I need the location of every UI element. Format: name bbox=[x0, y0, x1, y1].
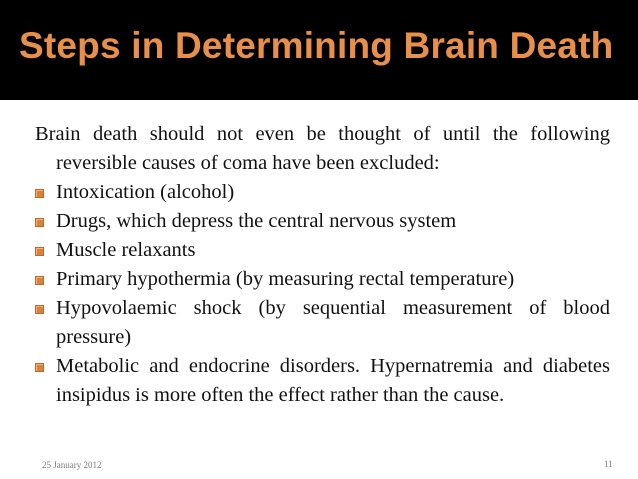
square-bullet-icon bbox=[35, 218, 44, 227]
intro-paragraph: Brain death should not even be thought of until the following reversible causes of coma have been excluded: bbox=[35, 123, 610, 174]
list-item bbox=[35, 178, 610, 207]
list-item bbox=[35, 352, 610, 410]
slide-title: Steps in Determining Brain Death bbox=[19, 25, 614, 66]
list-item bbox=[35, 207, 610, 236]
bullet-text: Drugs, which depress the central nervous system bbox=[56, 210, 457, 232]
list-item bbox=[35, 236, 610, 265]
list-item bbox=[35, 294, 610, 352]
bullet-text: Metabolic and endocrine disorders. Hypernatremia and diabetes insipidus is more often the effect rather than the cause. bbox=[56, 355, 610, 406]
bullet-text: Hypovolaemic shock (by sequential measurement of blood pressure) bbox=[56, 297, 610, 348]
square-bullet-icon bbox=[35, 276, 44, 285]
square-bullet-icon bbox=[35, 189, 44, 198]
bullet-text: Intoxication (alcohol) bbox=[56, 181, 235, 203]
bullet-text: Muscle relaxants bbox=[56, 239, 196, 261]
bullet-list bbox=[35, 178, 610, 410]
slide-body bbox=[35, 120, 610, 410]
bullet-text: Primary hypothermia (by measuring rectal temperature) bbox=[56, 268, 515, 290]
page-number: 11 bbox=[604, 459, 613, 469]
list-item bbox=[35, 265, 610, 294]
square-bullet-icon bbox=[35, 363, 44, 372]
square-bullet-icon bbox=[35, 247, 44, 256]
square-bullet-icon bbox=[35, 305, 44, 314]
footer-date: 25 January 2012 bbox=[42, 460, 102, 470]
